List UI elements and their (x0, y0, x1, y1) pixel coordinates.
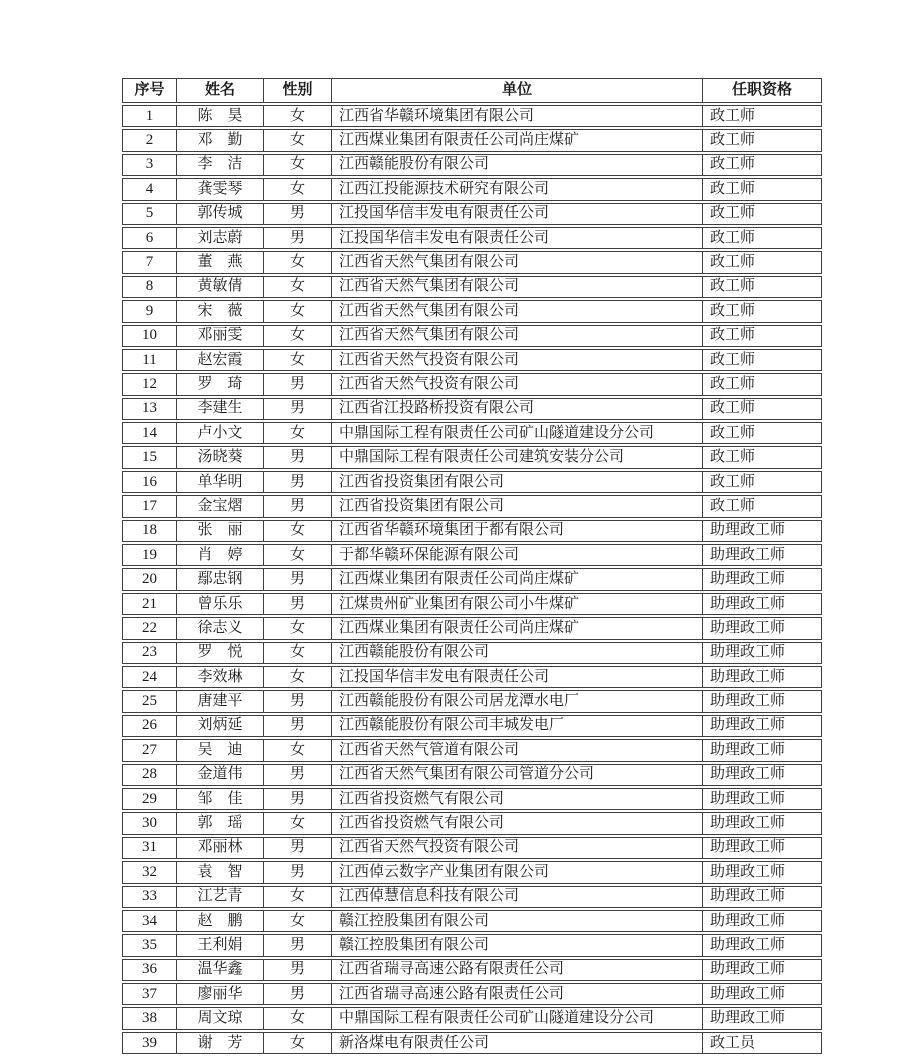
cell-gender: 女 (263, 887, 331, 907)
table-row (122, 886, 822, 908)
cell-qualification: 助理政工师 (702, 862, 821, 882)
cell-name: 李效琳 (176, 667, 263, 687)
table-row (122, 203, 822, 225)
cell-name: 陈 昊 (176, 106, 263, 126)
cell-unit: 江西江投能源技术研究有限公司 (331, 179, 702, 199)
cell-serial: 7 (145, 254, 154, 271)
cell-unit: 新洛煤电有限责任公司 (331, 1033, 702, 1053)
cell-unit: 江投国华信丰发电有限责任公司 (331, 667, 702, 687)
cell-name: 袁 智 (176, 862, 263, 882)
cell-qualification: 政工师 (702, 228, 821, 248)
cell-qualification: 助理政工师 (702, 569, 821, 589)
cell-gender: 男 (263, 716, 331, 736)
cell-name: 王利娟 (176, 935, 263, 955)
cell-unit: 江西省瑞寻高速公路有限责任公司 (331, 960, 702, 980)
cell-gender: 男 (263, 204, 331, 224)
cell-qualification: 助理政工师 (702, 813, 821, 833)
table-body (122, 105, 822, 1054)
cell-gender: 男 (263, 838, 331, 858)
table-row (122, 373, 822, 395)
table-row (122, 446, 822, 468)
cell-serial: 8 (145, 278, 154, 295)
cell-serial: 33 (142, 888, 157, 905)
cell-serial: 19 (142, 546, 157, 563)
table-row (122, 300, 822, 322)
cell-name: 郭 瑶 (176, 813, 263, 833)
cell-gender: 女 (263, 326, 331, 346)
cell-qualification: 助理政工师 (702, 667, 821, 687)
cell-unit: 江西煤业集团有限责任公司尚庄煤矿 (331, 130, 702, 150)
table-row (122, 276, 822, 298)
table-row (122, 178, 822, 200)
cell-serial: 20 (142, 571, 157, 588)
cell-name: 刘炳延 (176, 716, 263, 736)
table-row (122, 520, 822, 542)
cell-unit: 江投国华信丰发电有限责任公司 (331, 204, 702, 224)
header-name: 姓名 (176, 79, 263, 102)
cell-serial: 3 (145, 156, 154, 173)
cell-serial: 37 (142, 985, 157, 1002)
cell-name: 江艺青 (176, 887, 263, 907)
cell-unit: 江西倬云数字产业集团有限公司 (331, 862, 702, 882)
cell-name: 卢小文 (176, 423, 263, 443)
cell-name: 单华明 (176, 472, 263, 492)
cell-qualification: 政工师 (702, 179, 821, 199)
cell-serial: 13 (142, 400, 157, 417)
cell-unit: 江西煤业集团有限责任公司尚庄煤矿 (331, 618, 702, 638)
cell-gender: 男 (263, 447, 331, 467)
table-row (122, 251, 822, 273)
cell-unit: 江西省天然气管道有限公司 (331, 740, 702, 760)
cell-name: 罗 悦 (176, 643, 263, 663)
cell-serial: 38 (142, 1010, 157, 1027)
cell-gender: 女 (263, 350, 331, 370)
cell-qualification: 政工师 (702, 204, 821, 224)
table-row (122, 910, 822, 932)
cell-qualification: 助理政工师 (702, 765, 821, 785)
cell-name: 温华鑫 (176, 960, 263, 980)
table-row (122, 812, 822, 834)
cell-qualification: 助理政工师 (702, 789, 821, 809)
cell-qualification: 政工师 (702, 130, 821, 150)
cell-serial: 17 (142, 497, 157, 514)
cell-gender: 女 (263, 1033, 331, 1053)
cell-serial: 39 (142, 1034, 157, 1051)
cell-gender: 女 (263, 277, 331, 297)
cell-gender: 男 (263, 569, 331, 589)
cell-serial: 36 (142, 961, 157, 978)
cell-qualification: 助理政工师 (702, 838, 821, 858)
cell-qualification: 政工师 (702, 106, 821, 126)
table-row (122, 983, 822, 1005)
cell-unit: 江西省投资燃气有限公司 (331, 789, 702, 809)
cell-unit: 江西省江投路桥投资有限公司 (331, 399, 702, 419)
cell-gender: 女 (263, 813, 331, 833)
cell-unit: 江西煤业集团有限责任公司尚庄煤矿 (331, 569, 702, 589)
cell-unit: 江西省瑞寻高速公路有限责任公司 (331, 984, 702, 1004)
cell-gender: 男 (263, 228, 331, 248)
cell-qualification: 政工师 (702, 447, 821, 467)
cell-serial: 6 (145, 229, 154, 246)
cell-qualification: 助理政工师 (702, 740, 821, 760)
cell-gender: 女 (263, 106, 331, 126)
cell-serial: 18 (142, 522, 157, 539)
table-row (122, 642, 822, 664)
header-serial: 序号 (134, 82, 165, 98)
cell-unit: 江西省天然气集团有限公司 (331, 301, 702, 321)
cell-unit: 江西省天然气集团有限公司管道分公司 (331, 765, 702, 785)
cell-serial: 26 (142, 717, 157, 734)
cell-serial: 34 (142, 912, 157, 929)
cell-gender: 男 (263, 594, 331, 614)
cell-name: 周文琼 (176, 1008, 263, 1028)
cell-unit: 江西赣能股份有限公司 (331, 155, 702, 175)
table-row (122, 1032, 822, 1054)
cell-gender: 女 (263, 423, 331, 443)
cell-serial: 1 (145, 107, 154, 124)
cell-unit: 江西省投资燃气有限公司 (331, 813, 702, 833)
cell-unit: 江西倬慧信息科技有限公司 (331, 887, 702, 907)
cell-serial: 30 (142, 815, 157, 832)
cell-serial: 10 (142, 327, 157, 344)
cell-serial: 32 (142, 863, 157, 880)
cell-name: 唐建平 (176, 691, 263, 711)
cell-unit: 江西省天然气投资有限公司 (331, 838, 702, 858)
cell-serial: 29 (142, 790, 157, 807)
header-gender: 性别 (263, 79, 331, 102)
cell-serial: 23 (142, 644, 157, 661)
table-row (122, 568, 822, 590)
cell-unit: 江西省天然气投资有限公司 (331, 350, 702, 370)
cell-unit: 江西省天然气集团有限公司 (331, 252, 702, 272)
table-row (122, 715, 822, 737)
cell-name: 赵 鹏 (176, 911, 263, 931)
cell-qualification: 助理政工师 (702, 618, 821, 638)
cell-name: 汤晓葵 (176, 447, 263, 467)
cell-qualification: 助理政工师 (702, 594, 821, 614)
cell-gender: 女 (263, 130, 331, 150)
table-row (122, 1007, 822, 1029)
cell-gender: 女 (263, 618, 331, 638)
cell-unit: 中鼎国际工程有限责任公司矿山隧道建设分公司 (331, 1008, 702, 1028)
cell-name: 吴 迪 (176, 740, 263, 760)
cell-serial: 12 (142, 375, 157, 392)
cell-unit: 江西赣能股份有限公司丰城发电厂 (331, 716, 702, 736)
cell-qualification: 政工师 (702, 399, 821, 419)
cell-unit: 江煤贵州矿业集团有限公司小牛煤矿 (331, 594, 702, 614)
table-row (122, 617, 822, 639)
cell-gender: 男 (263, 374, 331, 394)
table-row (122, 398, 822, 420)
table-row (122, 495, 822, 517)
cell-serial: 15 (142, 449, 157, 466)
cell-serial: 35 (142, 936, 157, 953)
cell-serial: 28 (142, 766, 157, 783)
cell-unit: 赣江控股集团有限公司 (331, 911, 702, 931)
cell-name: 李建生 (176, 399, 263, 419)
header-unit: 单位 (331, 79, 702, 102)
cell-serial: 27 (142, 741, 157, 758)
cell-name: 廖丽华 (176, 984, 263, 1004)
cell-unit: 江西省天然气投资有限公司 (331, 374, 702, 394)
cell-unit: 中鼎国际工程有限责任公司矿山隧道建设分公司 (331, 423, 702, 443)
cell-serial: 2 (145, 132, 154, 149)
cell-name: 董 燕 (176, 252, 263, 272)
cell-qualification: 政工师 (702, 252, 821, 272)
cell-name: 谢 芳 (176, 1033, 263, 1053)
cell-name: 邓丽林 (176, 838, 263, 858)
cell-gender: 女 (263, 521, 331, 541)
cell-gender: 女 (263, 911, 331, 931)
table-row (122, 105, 822, 127)
table-row (122, 544, 822, 566)
cell-unit: 江西省天然气集团有限公司 (331, 277, 702, 297)
cell-qualification: 政工师 (702, 423, 821, 443)
cell-name: 徐志义 (176, 618, 263, 638)
cell-gender: 男 (263, 789, 331, 809)
cell-name: 李 洁 (176, 155, 263, 175)
roster-table (122, 78, 822, 1056)
cell-qualification: 政工师 (702, 472, 821, 492)
cell-gender: 女 (263, 155, 331, 175)
cell-qualification: 政工师 (702, 301, 821, 321)
cell-qualification: 政工师 (702, 326, 821, 346)
cell-serial: 31 (142, 839, 157, 856)
cell-qualification: 助理政工师 (702, 643, 821, 663)
cell-name: 郭传城 (176, 204, 263, 224)
cell-gender: 男 (263, 765, 331, 785)
table-row (122, 788, 822, 810)
table-row (122, 593, 822, 615)
cell-qualification: 助理政工师 (702, 960, 821, 980)
cell-name: 金宝熠 (176, 496, 263, 516)
cell-qualification: 助理政工师 (702, 911, 821, 931)
table-row (122, 934, 822, 956)
table-row (122, 690, 822, 712)
cell-qualification: 助理政工师 (702, 1008, 821, 1028)
cell-gender: 男 (263, 399, 331, 419)
header-qualification: 任职资格 (702, 79, 821, 102)
cell-qualification: 政工师 (702, 155, 821, 175)
table-row (122, 154, 822, 176)
cell-name: 罗 琦 (176, 374, 263, 394)
cell-serial: 25 (142, 693, 157, 710)
cell-qualification: 助理政工师 (702, 887, 821, 907)
cell-gender: 男 (263, 472, 331, 492)
table-row (122, 422, 822, 444)
cell-gender: 女 (263, 179, 331, 199)
cell-gender: 女 (263, 252, 331, 272)
table-row (122, 739, 822, 761)
table-row (122, 959, 822, 981)
cell-gender: 女 (263, 1008, 331, 1028)
cell-gender: 男 (263, 960, 331, 980)
cell-serial: 4 (145, 180, 154, 197)
cell-gender: 男 (263, 862, 331, 882)
cell-name: 邹 佳 (176, 789, 263, 809)
table-row (122, 764, 822, 786)
cell-gender: 女 (263, 545, 331, 565)
table-row (122, 129, 822, 151)
cell-unit: 江西省华赣环境集团于都有限公司 (331, 521, 702, 541)
cell-name: 鄢忠钢 (176, 569, 263, 589)
cell-qualification: 助理政工师 (702, 935, 821, 955)
cell-unit: 江西赣能股份有限公司居龙潭水电厂 (331, 691, 702, 711)
cell-qualification: 助理政工师 (702, 716, 821, 736)
cell-serial: 21 (142, 595, 157, 612)
cell-gender: 男 (263, 935, 331, 955)
cell-serial: 5 (145, 205, 154, 222)
cell-unit: 江西赣能股份有限公司 (331, 643, 702, 663)
cell-qualification: 政工师 (702, 350, 821, 370)
cell-name: 宋 薇 (176, 301, 263, 321)
cell-unit: 中鼎国际工程有限责任公司建筑安装分公司 (331, 447, 702, 467)
cell-qualification: 政工员 (702, 1033, 821, 1053)
cell-qualification: 助理政工师 (702, 984, 821, 1004)
cell-gender: 女 (263, 740, 331, 760)
cell-unit: 于都华赣环保能源有限公司 (331, 545, 702, 565)
cell-name: 黄敏倩 (176, 277, 263, 297)
cell-gender: 男 (263, 496, 331, 516)
cell-name: 赵宏霞 (176, 350, 263, 370)
cell-gender: 女 (263, 643, 331, 663)
cell-name: 邓丽雯 (176, 326, 263, 346)
table-row (122, 325, 822, 347)
cell-serial: 9 (145, 302, 154, 319)
cell-gender: 男 (263, 691, 331, 711)
cell-gender: 男 (263, 984, 331, 1004)
cell-unit: 江西省华赣环境集团有限公司 (331, 106, 702, 126)
cell-serial: 14 (142, 424, 157, 441)
cell-unit: 江西省天然气集团有限公司 (331, 326, 702, 346)
cell-qualification: 助理政工师 (702, 545, 821, 565)
cell-name: 肖 婷 (176, 545, 263, 565)
cell-unit: 江投国华信丰发电有限责任公司 (331, 228, 702, 248)
cell-qualification: 政工师 (702, 496, 821, 516)
cell-name: 邓 勤 (176, 130, 263, 150)
table-row (122, 837, 822, 859)
table-row (122, 666, 822, 688)
cell-serial: 16 (142, 473, 157, 490)
cell-unit: 赣江控股集团有限公司 (331, 935, 702, 955)
cell-gender: 女 (263, 667, 331, 687)
cell-name: 张 丽 (176, 521, 263, 541)
cell-qualification: 政工师 (702, 277, 821, 297)
cell-name: 刘志蔚 (176, 228, 263, 248)
table-header-row (122, 78, 822, 103)
cell-qualification: 政工师 (702, 374, 821, 394)
cell-qualification: 助理政工师 (702, 691, 821, 711)
cell-serial: 11 (142, 351, 157, 368)
table-row (122, 227, 822, 249)
cell-serial: 22 (142, 619, 157, 636)
table-row (122, 471, 822, 493)
cell-serial: 24 (142, 668, 157, 685)
cell-unit: 江西省投资集团有限公司 (331, 472, 702, 492)
cell-name: 龚雯琴 (176, 179, 263, 199)
cell-gender: 女 (263, 301, 331, 321)
cell-unit: 江西省投资集团有限公司 (331, 496, 702, 516)
cell-name: 金道伟 (176, 765, 263, 785)
cell-name: 曾乐乐 (176, 594, 263, 614)
cell-qualification: 助理政工师 (702, 521, 821, 541)
table-row (122, 861, 822, 883)
table-row (122, 349, 822, 371)
